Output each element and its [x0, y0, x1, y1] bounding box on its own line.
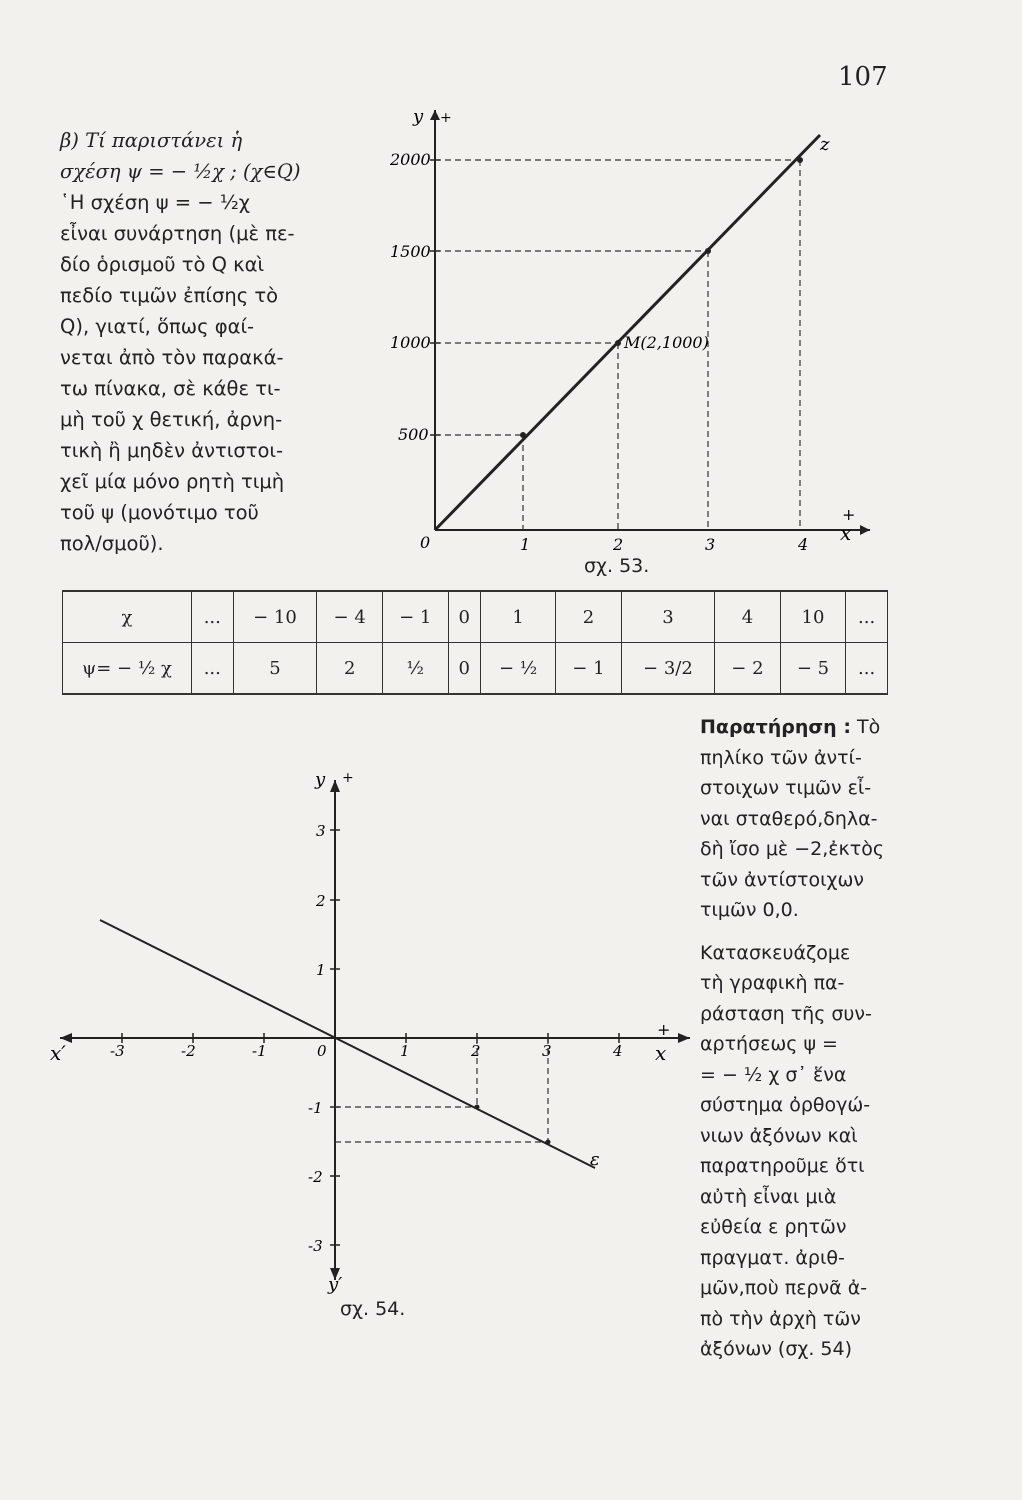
text-line: εἶναι συνάρτηση (μὲ πε-	[60, 222, 295, 245]
y-tick: 3	[316, 822, 326, 840]
table-cell: 0	[448, 591, 481, 643]
y-arrow-icon	[330, 780, 340, 792]
line-label: z	[820, 134, 830, 155]
right-paragraph	[700, 712, 895, 1365]
text-line: Q), γιατί, ὅπως φαί-	[60, 315, 255, 338]
text-line: τῶν ἀντίστοιχων	[700, 868, 865, 891]
text-line: Κατασκευάζομε	[700, 941, 851, 964]
figure-53	[380, 100, 880, 580]
y-tick: 2	[316, 892, 326, 910]
text-line: παρατηροῦμε ὅτι	[700, 1155, 865, 1177]
point-label: M(2,1000)	[624, 333, 709, 352]
x-plus: +	[657, 1020, 671, 1039]
values-table	[62, 590, 888, 695]
figure-54	[50, 760, 690, 1320]
x-tick: 3	[705, 535, 716, 554]
y-arrow-icon	[430, 110, 440, 120]
text-line: ναι σταθερό,δηλα-	[700, 807, 878, 830]
text-line: νιων ἀξόνων καὶ	[700, 1124, 858, 1147]
text-line: σχέση ψ = − ½χ ; (χ∈Q)	[60, 160, 301, 183]
y-plus: +	[440, 110, 452, 126]
x-axis-label: x	[655, 1041, 667, 1065]
table-cell: 0	[448, 643, 481, 695]
y-plus: +	[342, 770, 354, 786]
table-cell: − 4	[317, 591, 383, 643]
text-line: ράσταση τῆς συν-	[700, 1002, 872, 1025]
y-tick: 2000	[390, 150, 431, 169]
x-tick: 1	[520, 535, 531, 554]
page-number: 107	[838, 62, 888, 92]
text-line: πὸ τὴν ἀρχὴ τῶν	[700, 1307, 861, 1330]
table-row	[63, 643, 888, 695]
x-tick: 0	[317, 1042, 327, 1060]
table-cell: 2	[556, 591, 622, 643]
x-neg-label: x′	[50, 1041, 66, 1065]
y-tick: 1000	[390, 333, 431, 352]
x-tick: -1	[252, 1042, 267, 1060]
text-line: μῶν,ποὺ περνᾶ ἀ-	[700, 1277, 868, 1299]
text-line: χεῖ μία μόνο ρητὴ τιμὴ	[60, 470, 285, 493]
x-tick: 2	[613, 535, 624, 554]
text-line: ῾Η σχέση ψ = − ½χ	[60, 191, 250, 214]
table-cell: 3	[621, 591, 714, 643]
text-line: τικὴ ἢ μηδὲν ἀντιστοι-	[60, 439, 284, 462]
x-tick: 4	[613, 1042, 623, 1060]
text-line: μὴ τοῦ χ θετική, ἀρνη-	[60, 408, 283, 431]
y-tick: 500	[398, 425, 429, 444]
text-line: τὴ γραφικὴ πα-	[700, 972, 845, 994]
text-line: τιμῶν 0,0.	[700, 899, 799, 921]
text-line: δίο ὁρισμοῦ τὸ Q καὶ	[60, 253, 265, 276]
text-line: πεδίο τιμῶν ἐπίσης τὸ	[60, 284, 279, 307]
x-axis-label: x	[840, 521, 852, 545]
table-cell: − ½	[481, 643, 556, 695]
table-cell: ½	[382, 643, 448, 695]
x-plus: +	[842, 505, 856, 524]
y-neg-label: y′	[328, 1274, 343, 1295]
line-label: ε	[590, 1149, 600, 1170]
table-cell: 4	[715, 591, 781, 643]
left-paragraph	[60, 125, 328, 559]
text-line: αὐτὴ εἶναι μιὰ	[700, 1185, 837, 1208]
x-tick: 1	[400, 1042, 410, 1060]
table-cell: χ	[63, 591, 192, 643]
text-line: στοιχων τιμῶν εἶ-	[700, 777, 872, 799]
text-line: πολ/σμοῦ).	[60, 532, 164, 555]
note-title: Παρατήρηση :	[700, 716, 851, 738]
text-line: πηλίκο τῶν ἀντί-	[700, 746, 862, 769]
table-cell: 10	[780, 591, 846, 643]
x-tick: -2	[181, 1042, 196, 1060]
figure-53-caption: σχ. 53.	[584, 555, 650, 577]
table-cell: ...	[846, 643, 888, 695]
text-line: Τὸ	[856, 716, 881, 738]
y-tick: -1	[308, 1099, 323, 1117]
text-line: αρτήσεως ψ =	[700, 1033, 838, 1055]
text-line: ἀξόνων (σχ. 54)	[700, 1338, 853, 1360]
text-line: τω πίνακα, σὲ κάθε τι-	[60, 377, 281, 400]
text-line: τοῦ ψ (μονότιμο τοῦ	[60, 501, 259, 524]
y-axis-label: y	[315, 769, 326, 790]
function-line	[100, 920, 595, 1168]
y-tick: 1	[316, 961, 326, 979]
table-cell: ...	[846, 591, 888, 643]
text-line: β) Τί παριστάνει ἡ	[60, 129, 243, 152]
x-tick: 4	[798, 535, 809, 554]
x-tick: -3	[110, 1042, 125, 1060]
table-cell: − 1	[556, 643, 622, 695]
x-tick: 2	[471, 1042, 481, 1060]
table-cell: − 5	[780, 643, 846, 695]
table-row	[63, 591, 888, 643]
table-cell: 5	[233, 643, 317, 695]
table-cell: 2	[317, 643, 383, 695]
x-arrow-icon	[860, 525, 870, 535]
y-tick: 1500	[390, 242, 431, 261]
table-cell: 1	[481, 591, 556, 643]
text-line: νεται ἀπὸ τὸν παρακά-	[60, 346, 284, 369]
table-cell: ...	[192, 591, 234, 643]
table-cell: ...	[192, 643, 234, 695]
text-line: = − ½ χ σ᾽ ἕνα	[700, 1063, 847, 1086]
figure-54-caption: σχ. 54.	[340, 1298, 406, 1320]
table-cell: ψ= − ½ χ	[63, 643, 192, 695]
table-cell: − 2	[715, 643, 781, 695]
text-line: δὴ ἴσο μὲ −2,ἐκτὸς	[700, 838, 884, 860]
y-tick: -2	[308, 1168, 323, 1186]
table-cell: − 3/2	[621, 643, 714, 695]
x-arrow-icon	[678, 1033, 690, 1043]
text-line: σύστημα ὀρθογώ-	[700, 1094, 871, 1116]
table-cell: − 1	[382, 591, 448, 643]
y-tick: -3	[308, 1237, 323, 1255]
text-line: πραγματ. ἀριθ-	[700, 1246, 845, 1269]
x-tick: 0	[420, 533, 431, 552]
table-cell: − 10	[233, 591, 317, 643]
text-line: εὐθεία ε ρητῶν	[700, 1216, 847, 1238]
y-axis-label: y	[413, 106, 424, 127]
x-tick: 3	[542, 1042, 552, 1060]
